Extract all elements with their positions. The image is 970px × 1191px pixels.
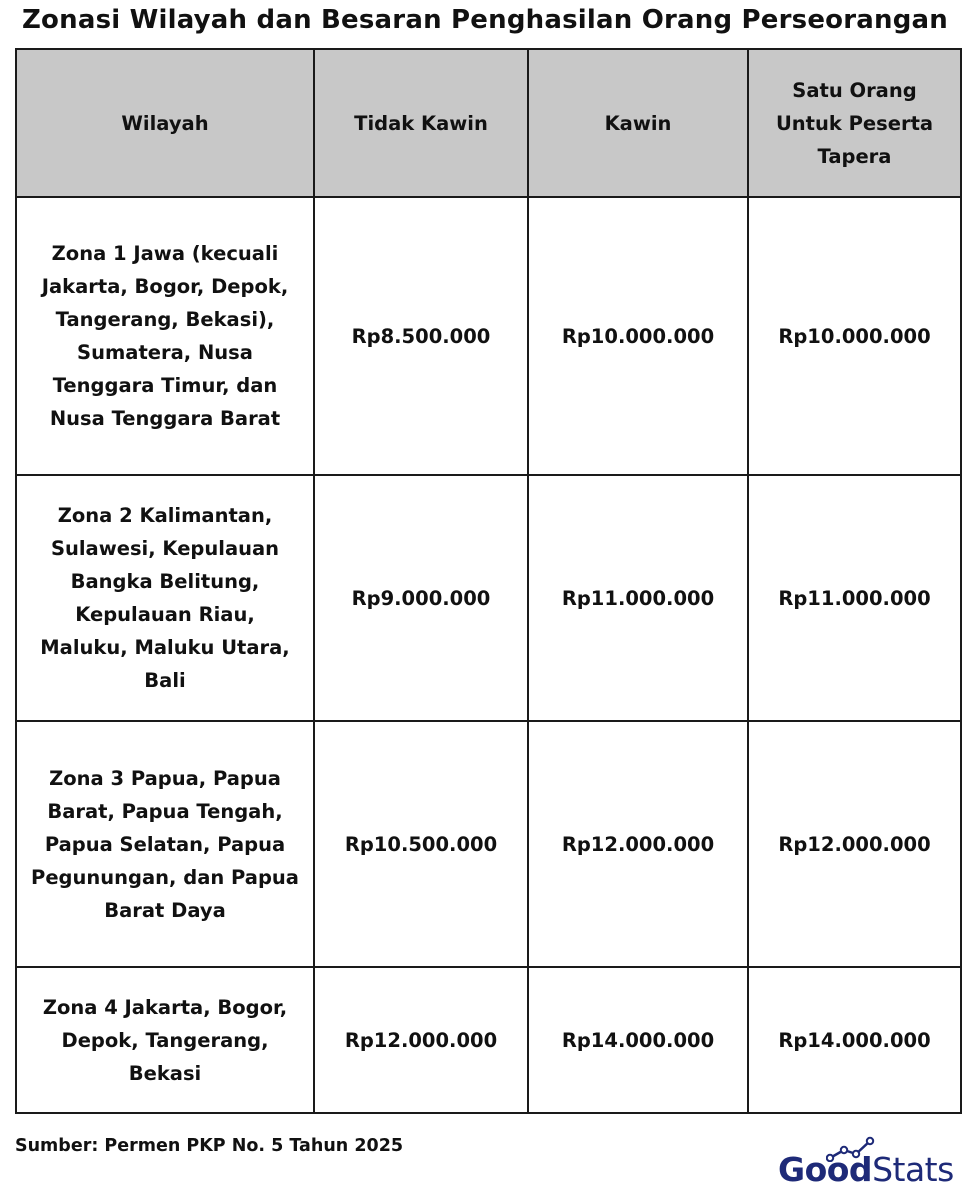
- column-header-kawin: Kawin: [528, 49, 748, 197]
- table-row: [16, 721, 961, 967]
- goodstats-logo: [778, 1136, 958, 1188]
- header-row: [16, 49, 961, 197]
- income-zone-table: [15, 48, 962, 1114]
- cell-tidak-kawin: Rp8.500.000: [314, 197, 528, 475]
- cell-wilayah: Zona 3 Papua, Papua Barat, Papua Tengah, Papua Selatan, Papua Pegunungan, dan Papua Barat Daya: [16, 721, 314, 967]
- source-note: Sumber: Permen PKP No. 5 Tahun 2025: [15, 1136, 404, 1156]
- cell-wilayah: Zona 2 Kalimantan, Sulawesi, Kepulauan Bangka Belitung, Kepulauan Riau, Maluku, Maluku Utara, Bali: [16, 475, 314, 721]
- cell-kawin: Rp10.000.000: [528, 197, 748, 475]
- table-body: [16, 197, 961, 1113]
- cell-tidak-kawin: Rp9.000.000: [314, 475, 528, 721]
- cell-kawin: Rp11.000.000: [528, 475, 748, 721]
- cell-tapera: Rp11.000.000: [748, 475, 961, 721]
- column-header-tapera: Satu Orang Untuk Peserta Tapera: [748, 49, 961, 197]
- column-header-tidak-kawin: Tidak Kawin: [314, 49, 528, 197]
- logo-text-stats: Stats: [872, 1150, 954, 1189]
- cell-tidak-kawin: Rp12.000.000: [314, 967, 528, 1113]
- cell-tidak-kawin: Rp10.500.000: [314, 721, 528, 967]
- column-header-wilayah: Wilayah: [16, 49, 314, 197]
- cell-wilayah: Zona 4 Jakarta, Bogor, Depok, Tangerang, Bekasi: [16, 967, 314, 1113]
- page-title: Zonasi Wilayah dan Besaran Penghasilan Orang Perseorangan: [22, 5, 948, 35]
- logo-wordmark: [778, 1152, 954, 1188]
- table-row: [16, 197, 961, 475]
- logo-text-good: Good: [778, 1150, 873, 1189]
- cell-kawin: Rp14.000.000: [528, 967, 748, 1113]
- cell-tapera: Rp14.000.000: [748, 967, 961, 1113]
- cell-tapera: Rp10.000.000: [748, 197, 961, 475]
- table-row: [16, 967, 961, 1113]
- table-row: [16, 475, 961, 721]
- table-header: [16, 49, 961, 197]
- cell-kawin: Rp12.000.000: [528, 721, 748, 967]
- cell-wilayah: Zona 1 Jawa (kecuali Jakarta, Bogor, Depok, Tangerang, Bekasi), Sumatera, Nusa Tenggara Timur, dan Nusa Tenggara Barat: [16, 197, 314, 475]
- cell-tapera: Rp12.000.000: [748, 721, 961, 967]
